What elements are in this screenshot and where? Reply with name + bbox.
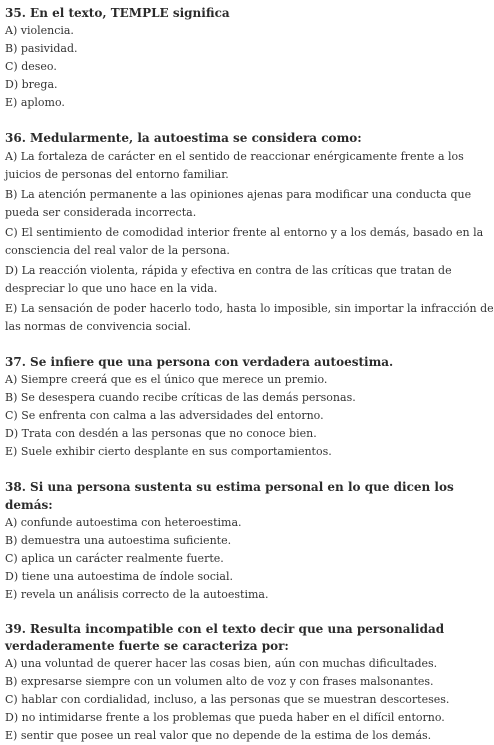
option-e: E) La sensación de poder hacerlo todo, hasta lo imposible, sin importar la infracción de las normas de convivencia social. xyxy=(5,302,494,333)
option-e: E) aplomo. xyxy=(5,96,65,109)
option-b: B) pasividad. xyxy=(5,42,78,55)
question-37 xyxy=(5,353,494,461)
option-d: D) tiene una autoestima de índole social. xyxy=(5,570,233,583)
option-a: A) La fortaleza de carácter en el sentido de reaccionar enérgicamente frente a los juicios de personas del entorno familiar. xyxy=(5,150,464,181)
option-c: C) Se enfrenta con calma a las adversidades del entorno. xyxy=(5,409,324,422)
option-e: E) Suele exhibir cierto desplante en sus comportamientos. xyxy=(5,445,332,458)
option-d: D) brega. xyxy=(5,78,58,91)
option-c: C) El sentimiento de comodidad interior frente al entorno y a los demás, basado en la consciencia del real valor de la persona. xyxy=(5,226,484,257)
option-b: B) La atención permanente a las opiniones ajenas para modificar una conducta que pueda ser considerada incorrecta. xyxy=(5,188,472,219)
option-e: E) revela un análisis correcto de la autoestima. xyxy=(5,588,269,601)
question-35 xyxy=(5,4,494,112)
option-a: A) violencia. xyxy=(5,24,74,37)
option-c: C) aplica un carácter realmente fuerte. xyxy=(5,552,224,565)
question-39 xyxy=(5,621,494,745)
option-e: E) sentir que posee un real valor que no depende de la estima de los demás. xyxy=(5,729,432,742)
option-b: B) expresarse siempre con un volumen alto de voz y con frases malsonantes. xyxy=(5,675,434,688)
option-c: C) hablar con cordialidad, incluso, a las personas que se muestran descorteses. xyxy=(5,693,450,706)
option-a: A) confunde autoestima con heteroestima. xyxy=(5,516,242,529)
question-title: 38. Si una persona sustenta su estima personal en lo que dicen los demás: xyxy=(5,480,454,512)
question-title: 37. Se infiere que una persona con verdadera autoestima. xyxy=(5,355,394,369)
question-title: 35. En el texto, TEMPLE significa xyxy=(5,6,230,20)
option-c: C) deseo. xyxy=(5,60,57,73)
question-title: 39. Resulta incompatible con el texto decir que una personalidad verdaderamente fuerte se caracteriza por: xyxy=(5,622,445,653)
option-a: A) Siempre creerá que es el único que merece un premio. xyxy=(5,373,328,386)
option-d: D) no intimidarse frente a los problemas que pueda haber en el difícil entorno. xyxy=(5,711,445,724)
question-38 xyxy=(5,478,494,604)
option-a: A) una voluntad de querer hacer las cosas bien, aún con muchas dificultades. xyxy=(5,657,438,670)
option-d: D) Trata con desdén a las personas que no conoce bien. xyxy=(5,427,317,440)
option-d: D) La reacción violenta, rápida y efectiva en contra de las críticas que tratan de despreciar lo que uno hace en la vida. xyxy=(5,264,452,295)
question-36 xyxy=(5,129,494,336)
option-b: B) Se desespera cuando recibe críticas de las demás personas. xyxy=(5,391,356,404)
option-b: B) demuestra una autoestima suficiente. xyxy=(5,534,232,547)
question-title: 36. Medularmente, la autoestima se considera como: xyxy=(5,131,362,145)
